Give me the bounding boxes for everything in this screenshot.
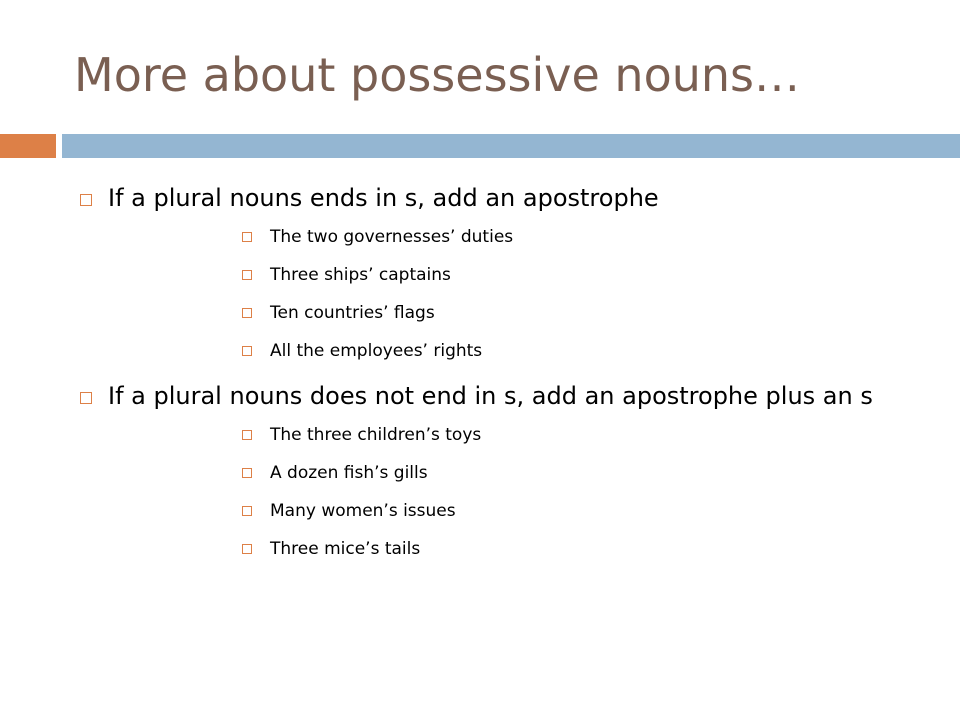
square-bullet-icon [242, 506, 252, 516]
example-list [108, 416, 934, 568]
bullet-point-1 [74, 178, 934, 370]
header-accent-bar [0, 134, 56, 158]
example-item [108, 454, 934, 492]
square-bullet-icon [242, 346, 252, 356]
example-item [108, 492, 934, 530]
example-text: The two governesses’ duties [270, 227, 514, 247]
example-text: The three children’s toys [270, 425, 482, 445]
example-text: All the employees’ rights [270, 341, 483, 361]
example-text: Many women’s issues [270, 501, 456, 521]
square-bullet-icon [242, 468, 252, 478]
example-item [108, 416, 934, 454]
bullet-list [74, 178, 934, 568]
square-bullet-icon [242, 544, 252, 554]
bullet-point-text: If a plural nouns does not end in s, add an apostrophe plus an s [108, 382, 873, 410]
square-bullet-icon [80, 194, 92, 206]
square-bullet-icon [80, 392, 92, 404]
square-bullet-icon [242, 232, 252, 242]
square-bullet-icon [242, 430, 252, 440]
example-text: Three mice’s tails [270, 539, 421, 559]
header-bar [62, 134, 960, 158]
square-bullet-icon [242, 270, 252, 280]
example-item [108, 294, 934, 332]
example-text: A dozen fish’s gills [270, 463, 428, 483]
bullet-point-2 [74, 376, 934, 568]
example-item [108, 332, 934, 370]
bullet-point-text: If a plural nouns ends in s, add an apostrophe [108, 184, 659, 212]
example-list [108, 218, 934, 370]
example-item [108, 218, 934, 256]
example-text: Three ships’ captains [270, 265, 451, 285]
example-text: Ten countries’ flags [270, 303, 435, 323]
example-item [108, 530, 934, 568]
slide-title: More about possessive nouns… [74, 48, 801, 102]
square-bullet-icon [242, 308, 252, 318]
example-item [108, 256, 934, 294]
